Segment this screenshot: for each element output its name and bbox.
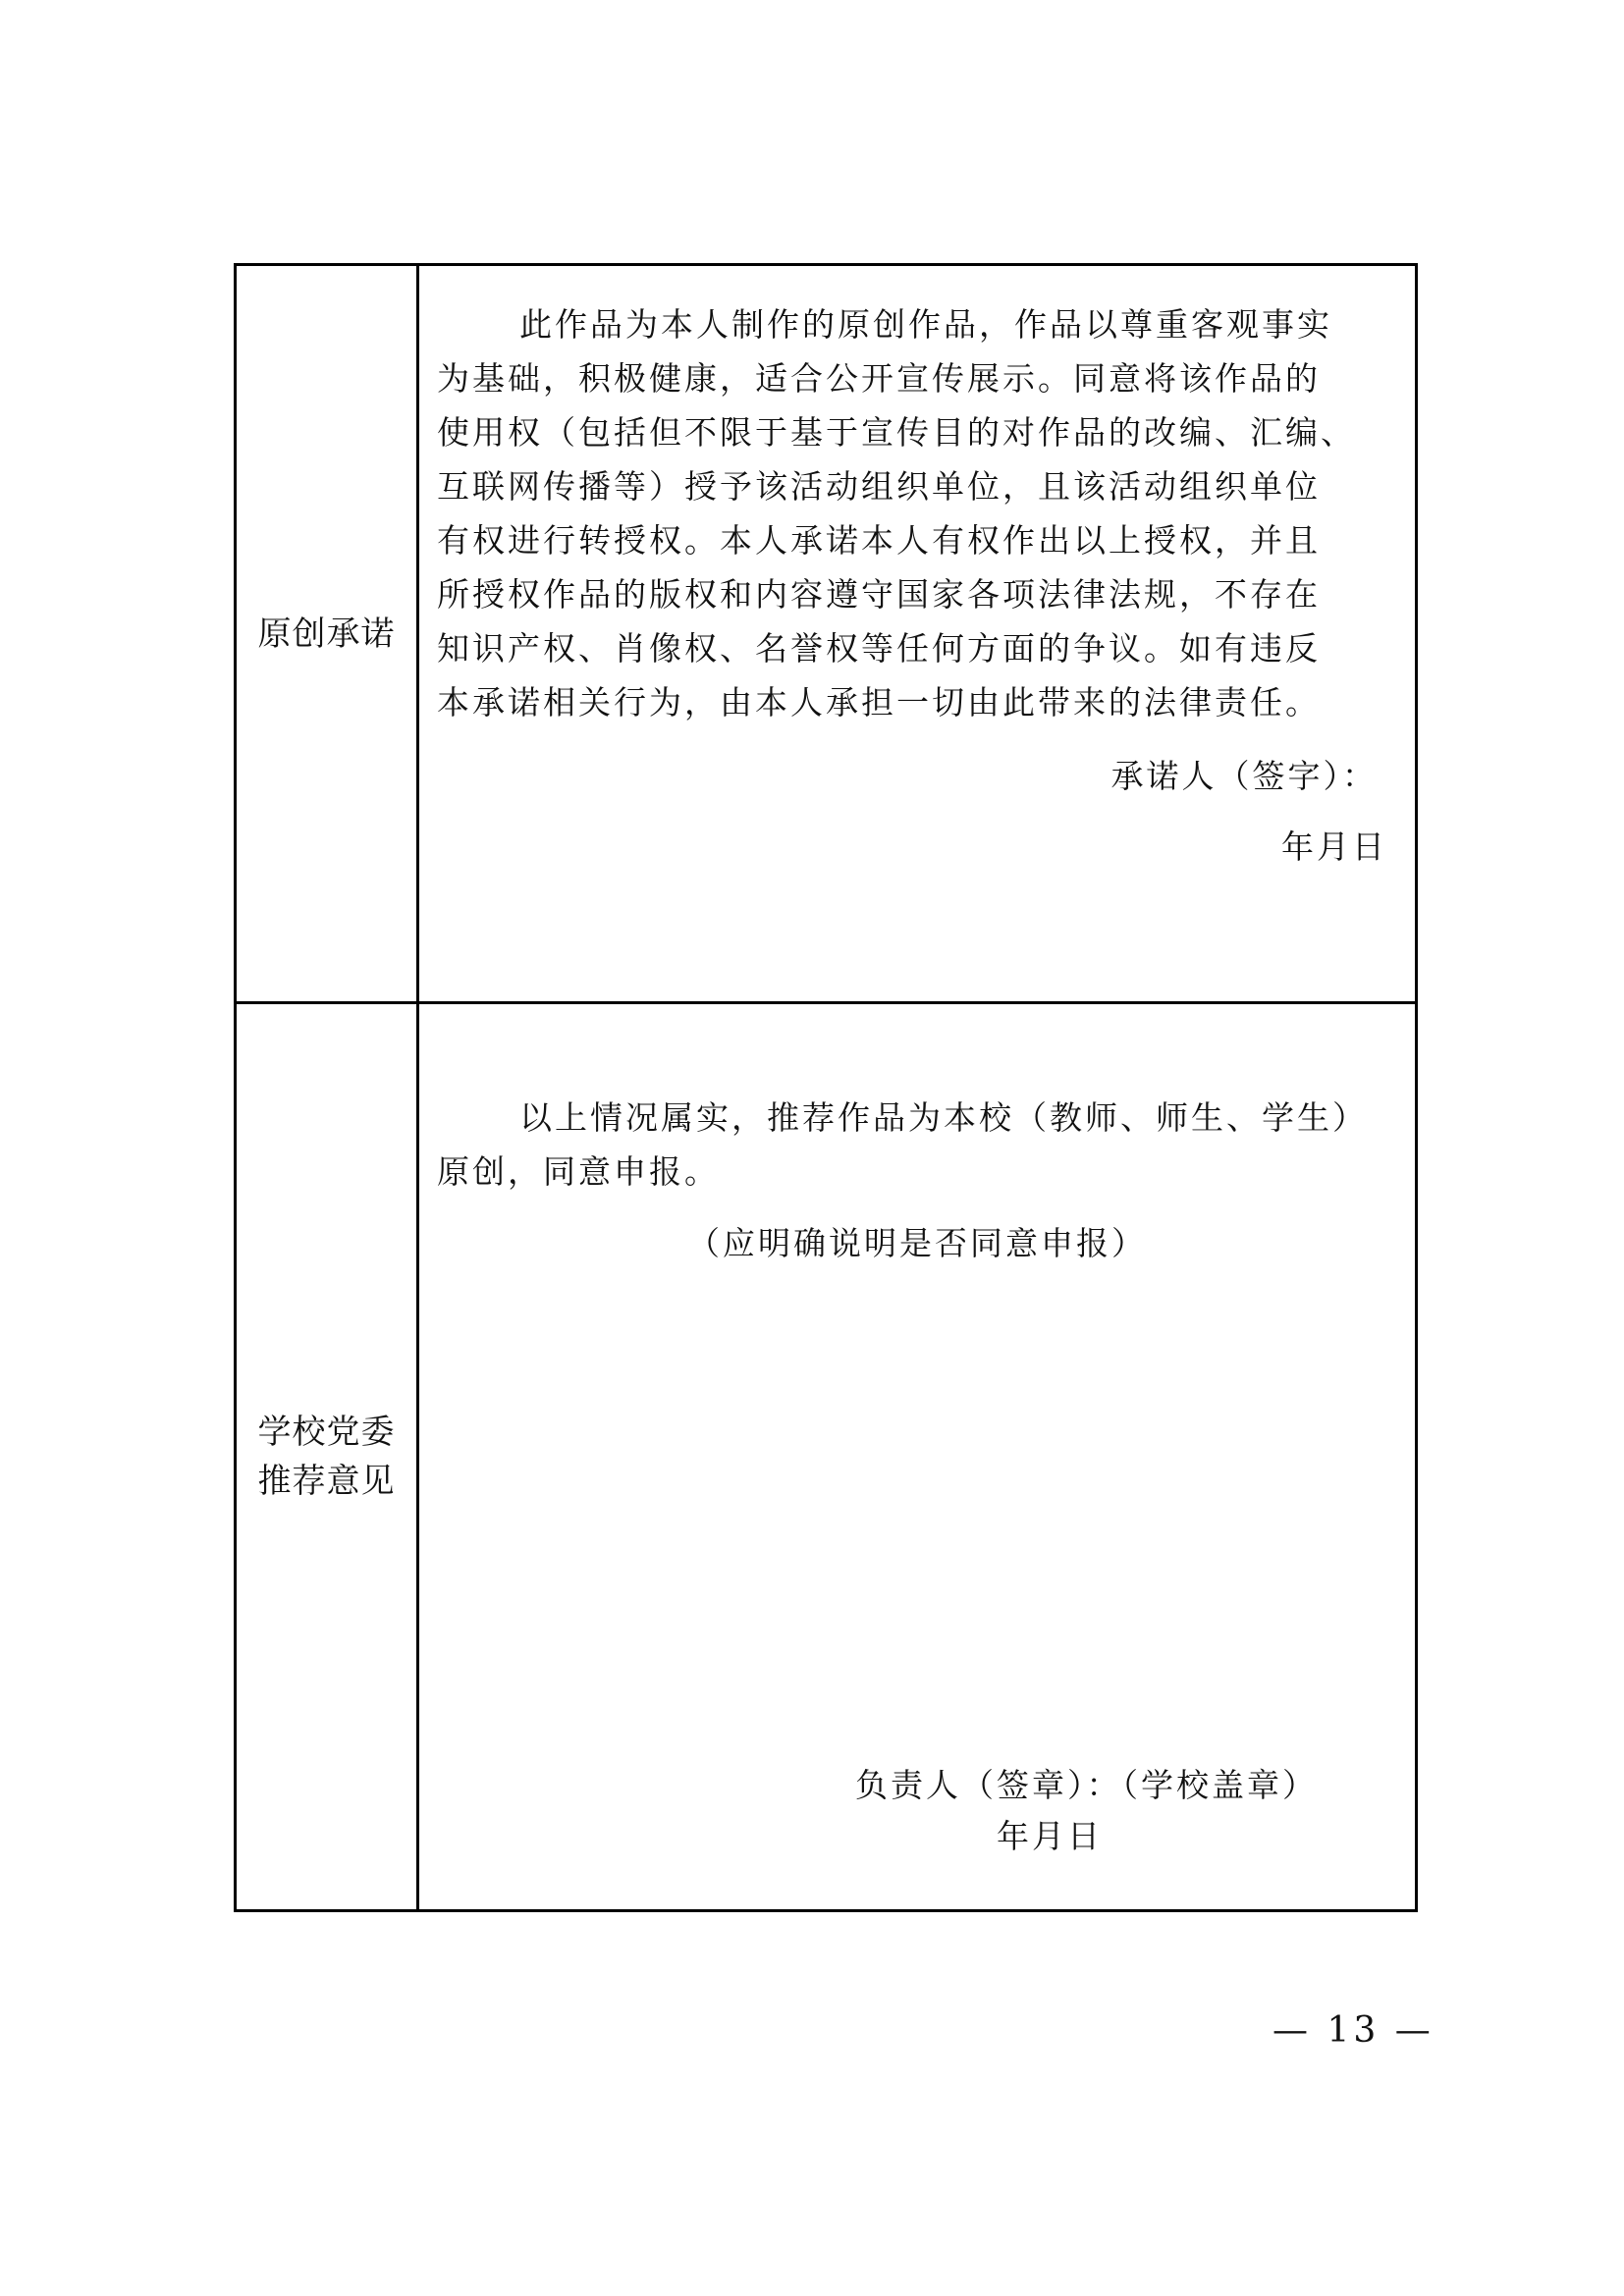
school-recommendation-row (237, 1004, 1415, 1909)
recommendation-note: （应明确说明是否同意申报） (687, 1224, 1147, 1262)
promisor-signature-label: 承诺人（签字）： (1110, 757, 1378, 795)
paragraph-line: 使用权（包括但不限于基于宣传目的对作品的改编、汇编、 (437, 413, 1356, 452)
school-recommendation-content-cell (419, 1004, 1415, 1909)
paragraph-line: 知识产权、肖像权、名誉权等任何方面的争议。如有违反 (437, 629, 1321, 667)
paragraph-line: 以上情况属实，推荐作品为本校（教师、师生、学生） (519, 1098, 1368, 1137)
commitment-paragraph (437, 297, 1403, 729)
paragraph-line: 互联网传播等）授予该活动组织单位，且该活动组织单位 (437, 467, 1321, 506)
paragraph-line: 为基础，积极健康，适合公开宣传展示。同意将该作品的 (437, 359, 1321, 398)
label-line: 推荐意见 (257, 1462, 396, 1501)
school-recommendation-label (258, 1408, 396, 1506)
responsible-date-label: 年月日 (997, 1817, 1103, 1855)
original-commitment-label-cell (237, 266, 419, 1001)
label-line: 学校党委 (257, 1413, 396, 1452)
paragraph-line: 此作品为本人制作的原创作品，作品以尊重客观事实 (519, 305, 1332, 344)
promisor-date-label: 年月日 (1281, 828, 1387, 866)
paragraph-line: 本承诺相关行为，由本人承担一切由此带来的法律责任。 (437, 683, 1321, 721)
label-line: 原创承诺 (257, 614, 396, 654)
school-recommendation-label-cell (237, 1004, 419, 1909)
paragraph-line: 有权进行转授权。本人承诺本人有权作出以上授权，并且 (437, 521, 1321, 560)
original-commitment-row (237, 266, 1415, 1004)
original-commitment-label (258, 610, 396, 659)
original-commitment-content-cell (419, 266, 1415, 1001)
responsible-signature-label: 负责人（签章）：（学校盖章） (855, 1766, 1318, 1804)
paragraph-line: 所授权作品的版权和内容遵守国家各项法律法规，不存在 (437, 575, 1321, 614)
paragraph-line: 原创，同意申报。 (437, 1152, 720, 1191)
page-number: — 13 — (1272, 2010, 1435, 2051)
commitment-form-table (234, 263, 1418, 1912)
recommendation-paragraph (437, 1091, 1403, 1199)
